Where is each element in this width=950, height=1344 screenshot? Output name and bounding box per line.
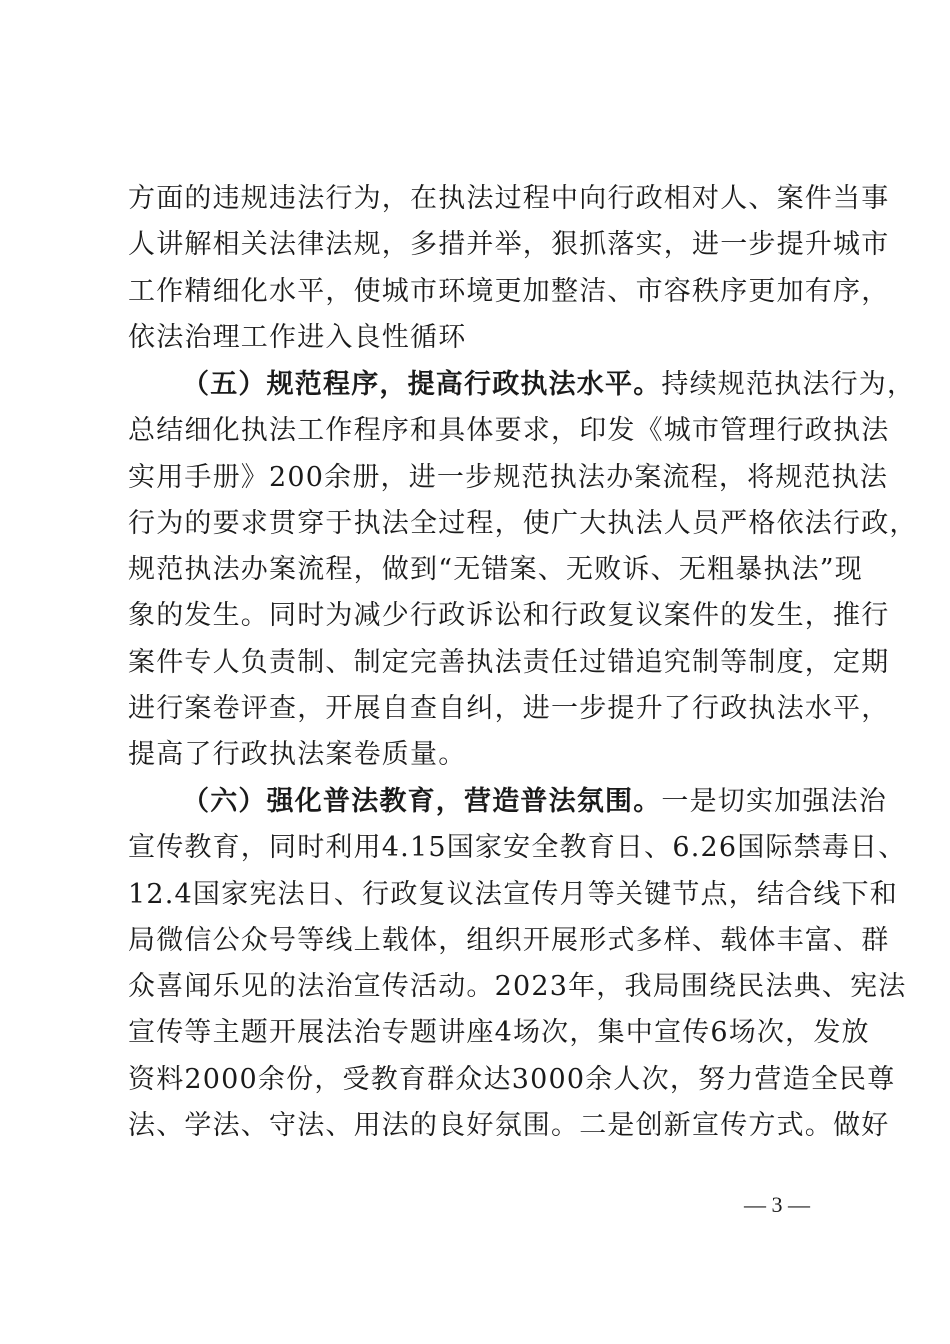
text-line: 宣传教育，同时利用4.15国家安全教育日、6.26国际禁毒日、: [128, 832, 907, 864]
text-line: 工作精细化水平，使城市环境更加整洁、市容秩序更加有序，: [128, 275, 890, 307]
text-line: 实用手册》200余册，进一步规范执法办案流程，将规范执法: [128, 461, 889, 493]
text-line: 规范执法办案流程，做到“无错案、无败诉、无粗暴执法”现: [128, 554, 864, 586]
text-line: 众喜闻乐见的法治宣传活动。2023年，我局围绕民法典、宪法: [128, 971, 907, 1003]
section-five-first-line: [128, 362, 916, 408]
text-line: 法、学法、守法、用法的良好氛围。二是创新宣传方式。做好: [128, 1110, 890, 1142]
text-line: 资料2000余份，受教育群众达3000余人次，努力营造全民尊: [128, 1063, 896, 1095]
text-line: 12.4国家宪法日、行政复议法宣传月等关键节点，结合线下和: [128, 878, 898, 910]
paragraph-continued: [128, 176, 890, 361]
text-line: 进行案卷评查，开展自查自纠，进一步提升了行政执法水平，: [128, 693, 890, 725]
section-five-first-line-text: 持续规范执法行为，: [661, 369, 916, 400]
section-six-first-line: [128, 779, 888, 825]
section-six-heading: （六）强化普法教育，营造普法氛围。: [182, 786, 662, 817]
text-line: 总结细化执法工作程序和具体要求，印发《城市管理行政执法: [128, 415, 890, 447]
section-six-first-line-text: 一是切实加强法治: [661, 786, 888, 817]
section-five: [128, 362, 918, 779]
page-number: — 3 —: [744, 1192, 810, 1217]
text-line: 方面的违规违法行为，在执法过程中向行政相对人、案件当事: [128, 183, 890, 214]
text-line: 依法治理工作进入良性循环: [128, 321, 467, 353]
text-line: 提高了行政执法案卷质量。: [128, 739, 467, 771]
text-line: 宣传等主题开展法治专题讲座4场次，集中宣传6场次，发放: [128, 1017, 870, 1049]
text-line: 象的发生。同时为减少行政诉讼和行政复议案件的发生，推行: [128, 600, 890, 632]
text-line: 人讲解相关法律法规，多措并举，狠抓落实，进一步提升城市: [128, 229, 890, 261]
section-five-heading: （五）规范程序，提高行政执法水平。: [182, 369, 662, 400]
section-six: [128, 779, 907, 1149]
text-line: 案件专人负责制、制定完善执法责任过错追究制等制度，定期: [128, 646, 890, 678]
text-line: 行为的要求贯穿于执法全过程，使广大执法人员严格依法行政，: [128, 507, 918, 539]
text-line: 局微信公众号等线上载体，组织开展形式多样、载体丰富、群: [128, 924, 890, 956]
